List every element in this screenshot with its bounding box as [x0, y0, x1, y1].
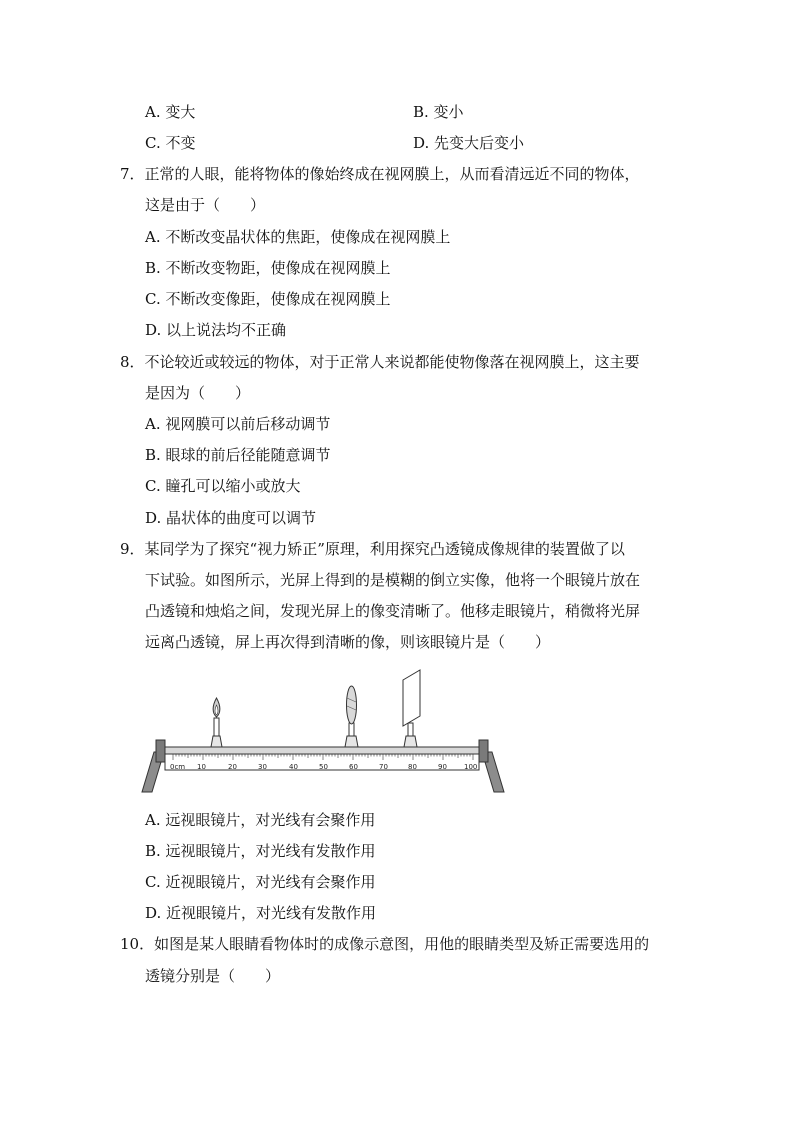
- tick-label-10: 10: [197, 763, 206, 771]
- optical-bench-figure: [140, 668, 505, 798]
- q6-option-b: B. 变小: [413, 103, 464, 121]
- q8-option-a: A. 视网膜可以前后移动调节: [145, 415, 331, 433]
- tick-label-0: 0cm: [170, 763, 186, 771]
- q9-option-b: B. 远视眼镜片，对光线有发散作用: [145, 842, 376, 860]
- q6-option-d: D. 先变大后变小: [413, 134, 525, 152]
- candle: [211, 698, 222, 747]
- tick-label-80: 80: [408, 763, 417, 771]
- left-end-block: [156, 740, 165, 762]
- bench-rail: [165, 747, 479, 754]
- tick-label-20: 20: [228, 763, 237, 771]
- q9-stem-line1: 9．某同学为了探究“视力矫正”原理，利用探究凸透镜成像规律的装置做了以: [120, 540, 625, 558]
- q10-stem-line1: 10．如图是某人眼睛看物体时的成像示意图，用他的眼睛类型及矫正需要选用的: [120, 935, 650, 953]
- q9-option-c: C. 近视眼镜片，对光线有会聚作用: [145, 873, 376, 891]
- q8-stem-line2: 是因为（ ）: [145, 384, 251, 402]
- q8-option-d: D. 晶状体的曲度可以调节: [145, 509, 317, 527]
- optical-bench-svg: [140, 668, 505, 798]
- q7-option-b: B. 不断改变物距，使像成在视网膜上: [145, 259, 391, 277]
- tick-label-40: 40: [289, 763, 298, 771]
- q8-stem-line1: 8．不论较近或较远的物体，对于正常人来说都能使物像落在视网膜上，这主要: [120, 353, 640, 371]
- tick-label-30: 30: [258, 763, 267, 771]
- q6-option-a: A. 变大: [145, 103, 196, 121]
- q8-option-c: C. 瞳孔可以缩小或放大: [145, 477, 301, 495]
- light-screen: [403, 670, 420, 747]
- q9-stem-line3: 凸透镜和烛焰之间，发现光屏上的像变清晰了。他移走眼镜片，稍微将光屏: [145, 602, 641, 620]
- convex-lens: [345, 686, 358, 747]
- q9-stem-line4: 远离凸透镜，屏上再次得到清晰的像，则该眼镜片是（ ）: [145, 633, 551, 651]
- tick-label-90: 90: [438, 763, 447, 771]
- q7-stem-line1: 7．正常的人眼，能将物体的像始终成在视网膜上，从而看清远近不同的物体，: [120, 165, 640, 183]
- q7-option-c: C. 不断改变像距，使像成在视网膜上: [145, 290, 391, 308]
- tick-label-60: 60: [349, 763, 358, 771]
- tick-label-70: 70: [379, 763, 388, 771]
- q7-stem-line2: 这是由于（ ）: [145, 196, 266, 214]
- q10-stem-line2: 透镜分别是（ ）: [145, 967, 281, 985]
- q6-option-c: C. 不变: [145, 134, 196, 152]
- q9-stem-line2: 下试验。如图所示，光屏上得到的是模糊的倒立实像，他将一个眼镜片放在: [145, 571, 641, 589]
- q7-option-a: A. 不断改变晶状体的焦距，使像成在视网膜上: [145, 228, 451, 246]
- tick-label-100: 100: [464, 763, 478, 771]
- q9-option-d: D. 近视眼镜片，对光线有发散作用: [145, 904, 377, 922]
- q8-option-b: B. 眼球的前后径能随意调节: [145, 446, 331, 464]
- right-end-block: [479, 740, 488, 762]
- q9-option-a: A. 远视眼镜片，对光线有会聚作用: [145, 811, 376, 829]
- q7-option-d: D. 以上说法均不正确: [145, 321, 287, 339]
- tick-label-50: 50: [319, 763, 328, 771]
